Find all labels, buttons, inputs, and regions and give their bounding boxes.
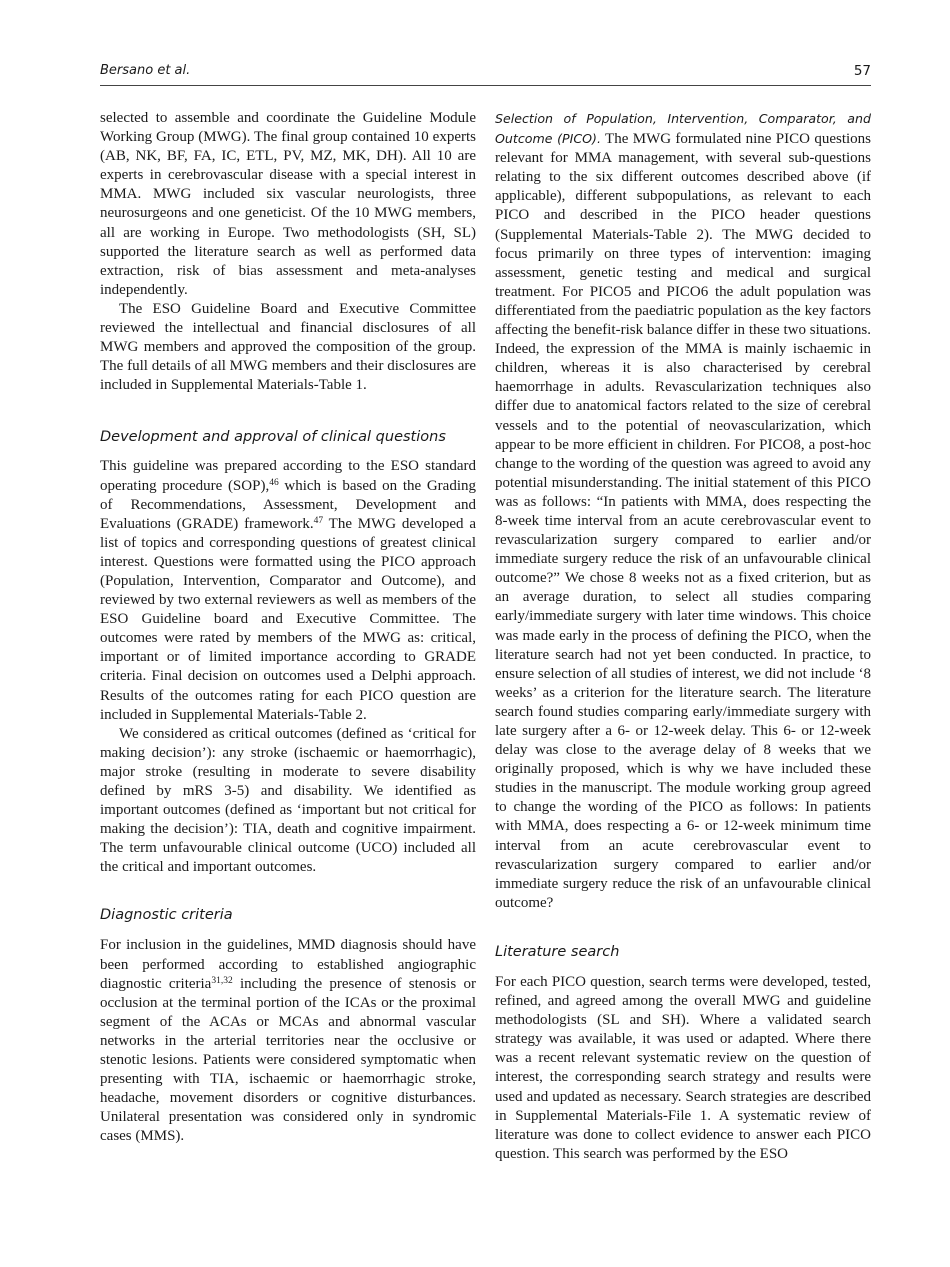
diagnostic-text-1: For inclusion in the guidelines, MMD diagnosis should have been performed according to established angiographic diagnostic criteria <box>100 937 476 992</box>
left-column <box>100 109 476 1147</box>
paragraph-outcomes: We considered as critical outcomes (defined as ‘critical for making decision’): any stroke (ischaemic or haemorrhagic), major stroke (resulting in moderate to severe disability defined by mRS 3-5) and disability. We identified as important outcomes (defined as ‘important but not critical for making the decision’): TIA, death and cognitive impairment. The term unfavourable clinical outcome (UCO) included all the critical and important outcomes. <box>100 725 476 876</box>
guideline-text-2: which is based on the Grading of Recommendations, Assessment, Development and Evaluations (GRADE) framework. <box>100 477 476 532</box>
running-head: Bersano et al. <box>100 63 191 78</box>
paragraph-pico <box>495 109 871 913</box>
citation-47: 47 <box>313 515 324 526</box>
section-heading-literature: Literature search <box>495 943 620 960</box>
page-number: 57 <box>853 63 871 79</box>
paragraph-literature: For each PICO question, search terms were developed, tested, refined, and agreed among the overall MWG and guideline methodologists (SL and SH). Where a validated search strategy was available, it was used or adapted. Where there was a recent relevant systematic review on the question of interest, the corresponding search strategy and results were used and updated as necessary. Search strategies are described in Supplemental Materials-File 1. A systematic review of literature was done to collect evidence to answer each PICO question. This search was performed by the ESO <box>495 973 871 1162</box>
citation-31-32: 31,32 <box>211 975 233 986</box>
paragraph-mwg: selected to assemble and coordinate the Guideline Module Working Group (MWG). The final group contained 10 experts (AB, NK, BF, FA, IC, ETL, PV, MZ, MK, DH). All 10 are experts in cerebrovascular disease with a special interest in MMA. MWG included six vascular neurologists, three neurosurgeons and one geneticist. Of the 10 MWG members, all are working in Europe. Two methodologists (SH, SL) supported the literature search as well as performed data extraction, risk of bias assessment and meta-analyses independently. <box>100 110 476 298</box>
section-heading-development: Development and approval of clinical questions <box>100 429 446 446</box>
paragraph-diagnostic <box>100 936 476 1146</box>
right-column <box>495 109 871 1164</box>
page-header <box>100 61 871 86</box>
guideline-text-1: This guideline was prepared according to the ESO standard operating procedure (SOP), <box>100 458 476 494</box>
paragraph-board: The ESO Guideline Board and Executive Committee reviewed the intellectual and financial disclosures of all MWG members and approved the composition of the group. The full details of all MWG members and their disclosures are included in Supplemental Materials-Table 1. <box>100 300 476 394</box>
guideline-text-3: The MWG developed a list of topics and corresponding questions of greatest clinical interest. Questions were formatted using the PICO approach (Population, Intervention, Comparator and Outcome), and reviewed by two external reviewers as well as members of the ESO Guideline board and Executive Committee. The outcomes were rated by members of the MWG as: critical, important or of limited importance according to GRADE criteria. Final decision on outcomes used a Delphi approach. Results of the outcomes rating for each PICO question are included in Supplemental Materials-Table 2. <box>100 515 476 723</box>
section-heading-diagnostic: Diagnostic criteria <box>100 907 233 924</box>
diagnostic-text-2: including the presence of stenosis or occlusion at the terminal portion of the ICAs or the proximal segment of the ACAs or MCAs and abnormal vascular networks in the arterial territories near the occlusive or stenotic lesions. Patients were considered symptomatic when presenting with TIA, ischaemic or haemorrhagic stroke, headache, movement disorders or cognitive disturbances. Unilateral presentation was considered only in syndromic cases (MMS). <box>100 975 476 1145</box>
run-in-heading-pico: Selection of Population, Intervention, Comparator, and Outcome (PICO). <box>495 111 871 147</box>
citation-46: 46 <box>269 477 279 488</box>
pico-text: The MWG formulated nine PICO questions relevant for MMA management, with several sub-questions relating to the six different outcomes described above (if applicable), different subpopulations, as relevant to each PICO and described in the PICO header questions (Supplemental Materials-Table 2). The MWG decided to focus primarily on three types of intervention: imaging assessment, genetic testing and medical and surgical treatment. For PICO5 and PICO6 the adult population was differentiated from the paediatric population as the key factors affecting the benefit-risk balance differ in these two situations. Indeed, the expression of the MMA is mainly ischaemic in children, whereas it is also characterised by cerebral haemorrhage in adults. Revascularization techniques also differ due to anatomical factors related to the size of cerebral vessels and to the potential of neovascularization, which appear to be more efficient in children. For PICO8, a post-hoc change to the wording of the question was agreed to avoid any potential misunderstanding. The initial statement of this PICO was as follows: “In patients with MMA, does respecting the 8-week time interval from an acute cerebrovascular event to revascularization surgery compared to earlier and/or immediate surgery reduce the risk of an unfavourable clinical outcome?” We chose 8 weeks not as a fixed criterion, but as an average duration, to select all studies comparing early/immediate surgery with later time windows. This choice was made early in the process of defining the PICO, when the literature search had not yet been conducted. In practice, to ensure selection of all studies of interest, we did not include ‘8 weeks’ as a criterion for the literature search. The literature search found studies comparing early/immediate surgery with late surgery after a 6- or 12-week delay. This 6- or 12-week delay was close to the average delay of 8 weeks that we originally proposed, which is why we have included these studies in the manuscript. The module working group agreed to change the wording of the PICO as follows: In patients with MMA, does respecting a 6- or 12-week minimum time interval from an acute cerebrovascular event to revascularization surgery compared to earlier and/or immediate surgery reduce the risk of an unfavourable clinical outcome? <box>495 131 872 911</box>
paragraph-guideline <box>100 457 476 724</box>
